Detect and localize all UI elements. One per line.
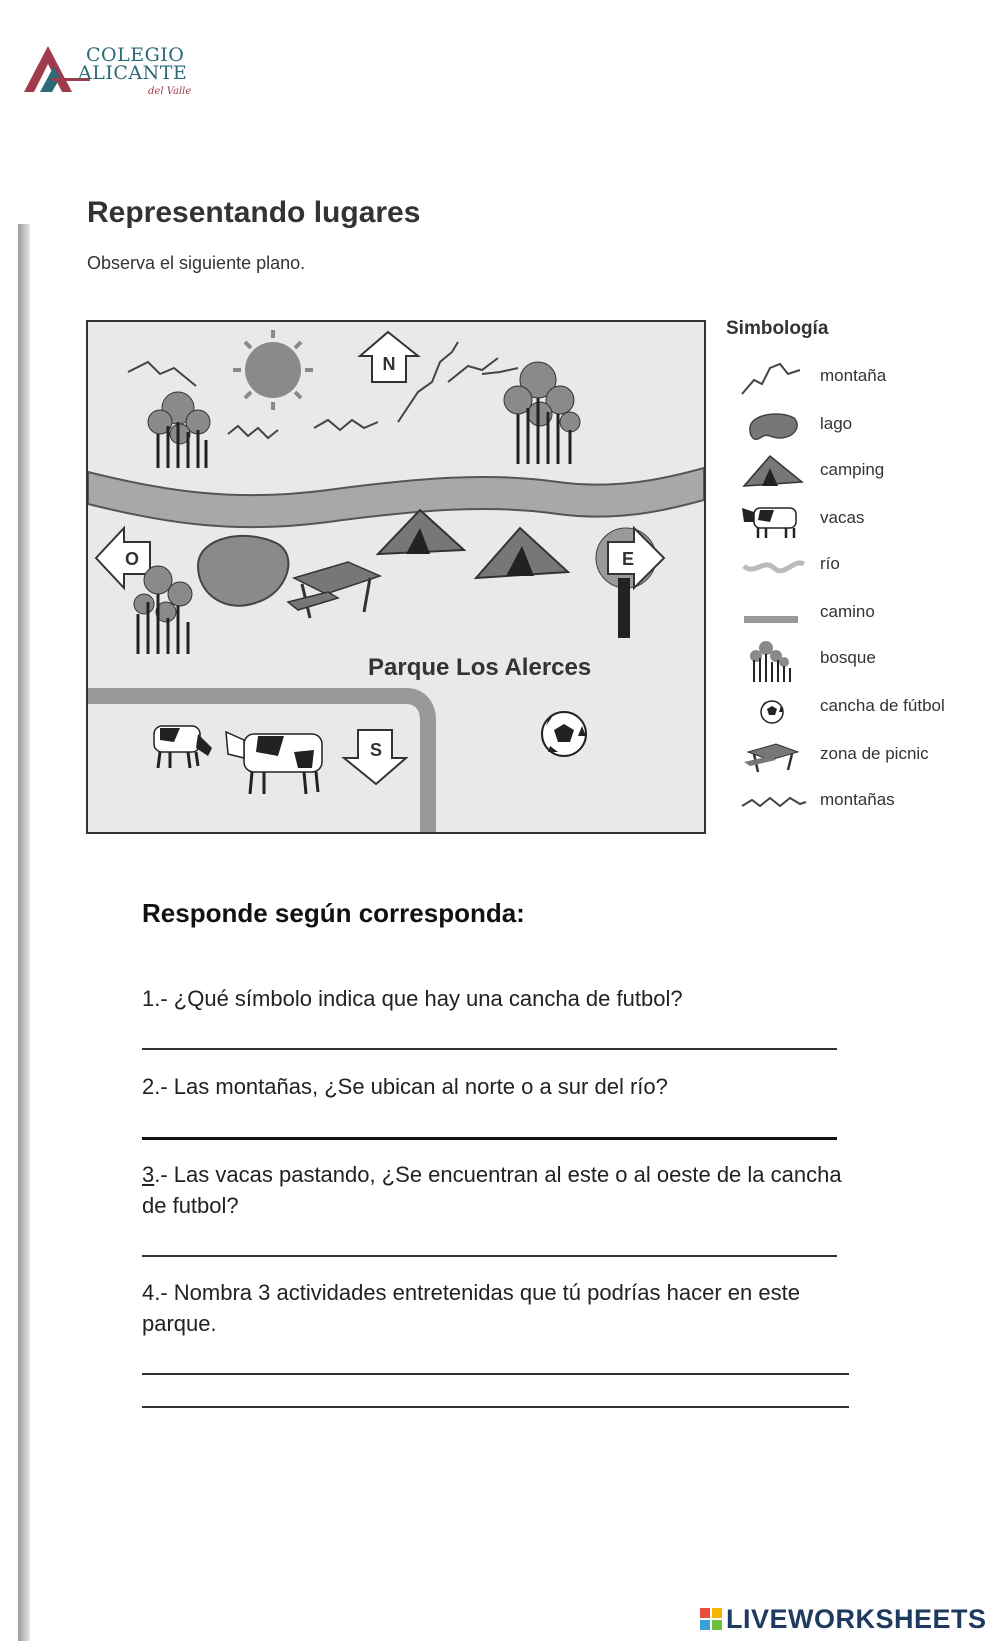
legend-label: montañas bbox=[820, 790, 895, 809]
legend-item-montana bbox=[740, 358, 995, 398]
tent-icon bbox=[476, 528, 568, 578]
legend-item-camping bbox=[740, 452, 995, 492]
svg-text:E: E bbox=[621, 549, 635, 569]
forest-icon bbox=[148, 392, 210, 468]
legend-label: cancha de fútbol bbox=[820, 696, 945, 715]
road-icon bbox=[740, 594, 810, 634]
question-3 bbox=[142, 1159, 862, 1221]
answer-line-4a[interactable] bbox=[142, 1373, 849, 1375]
soccer-ball-icon bbox=[740, 688, 810, 728]
legend-label: lago bbox=[820, 414, 853, 433]
forest-icon bbox=[134, 566, 192, 654]
worksheet-subtitle: Observa el siguiente plano. bbox=[87, 253, 306, 273]
logo-line-alicante: ALICANTE bbox=[78, 62, 188, 84]
lake-icon bbox=[740, 406, 810, 446]
legend-item-vacas bbox=[740, 500, 995, 540]
legend-label: camping bbox=[820, 460, 885, 479]
mountain-icon bbox=[740, 358, 810, 398]
legend-item-picnic bbox=[740, 736, 995, 776]
north-arrow-icon bbox=[360, 332, 418, 382]
picnic-table-icon bbox=[740, 736, 810, 776]
forest-icon bbox=[504, 362, 580, 464]
legend-label: río bbox=[820, 554, 840, 573]
left-margin-bar bbox=[18, 224, 30, 1641]
park-map bbox=[86, 320, 706, 834]
legend-label: camino bbox=[820, 602, 875, 621]
answer-line-4b[interactable] bbox=[142, 1406, 849, 1408]
east-arrow-icon bbox=[596, 528, 664, 638]
legend-label: montaña bbox=[820, 366, 887, 385]
sun-icon bbox=[233, 330, 313, 410]
school-logo bbox=[22, 42, 212, 104]
legend-item-camino bbox=[740, 594, 995, 634]
cow-icon bbox=[740, 500, 810, 540]
river-icon bbox=[88, 468, 704, 527]
legend-title: Simbología bbox=[726, 318, 829, 339]
legend-label: bosque bbox=[820, 648, 876, 667]
legend-item-lago bbox=[740, 406, 995, 446]
south-arrow-icon bbox=[344, 730, 406, 784]
question-3-text: .- Las vacas pastando, ¿Se encuentran al este o al oeste de la cancha de futbol? bbox=[142, 1162, 842, 1218]
legend-item-cancha bbox=[740, 688, 995, 728]
soccer-ball-icon bbox=[542, 712, 586, 756]
mountains-icon bbox=[740, 782, 810, 822]
cow-icon bbox=[226, 732, 322, 794]
forest-icon bbox=[740, 640, 810, 684]
park-name: Parque Los Alerces bbox=[368, 654, 592, 681]
worksheet-title: Representando lugares bbox=[87, 196, 421, 229]
map-illustration bbox=[88, 322, 704, 832]
answer-line-1[interactable] bbox=[142, 1048, 837, 1050]
liveworksheets-logo-icon bbox=[700, 1608, 722, 1630]
legend-item-bosque bbox=[740, 640, 995, 680]
legend-item-montanas bbox=[740, 782, 995, 822]
answer-line-2[interactable] bbox=[142, 1137, 837, 1140]
river-icon bbox=[740, 546, 810, 586]
question-3-number: 3 bbox=[142, 1162, 155, 1187]
lake-icon bbox=[198, 536, 288, 606]
picnic-table-icon bbox=[288, 562, 380, 618]
west-arrow-icon bbox=[96, 528, 150, 588]
tent-icon bbox=[740, 452, 810, 492]
svg-text:O: O bbox=[124, 549, 140, 569]
legend-label: vacas bbox=[820, 508, 865, 527]
svg-text:N: N bbox=[382, 354, 396, 374]
questions-heading: Responde según corresponda: bbox=[142, 898, 525, 928]
question-4: 4.- Nombra 3 actividades entretenidas que tú podrías hacer en este parque. bbox=[142, 1280, 800, 1336]
tent-icon bbox=[378, 510, 464, 554]
svg-text:S: S bbox=[369, 740, 383, 760]
question-1: 1.- ¿Qué símbolo indica que hay una cancha de futbol? bbox=[142, 986, 683, 1011]
answer-line-3[interactable] bbox=[142, 1255, 837, 1257]
question-2: 2.- Las montañas, ¿Se ubican al norte o a sur del río? bbox=[142, 1074, 668, 1099]
logo-line-colegio: COLEGIO bbox=[86, 44, 185, 66]
liveworksheets-brand[interactable]: LIVEWORKSHEETS bbox=[726, 1604, 987, 1634]
logo-line-del-valle: del Valle bbox=[148, 86, 192, 97]
legend-label: zona de picnic bbox=[820, 744, 929, 763]
legend-item-rio bbox=[740, 546, 995, 586]
cow-icon bbox=[154, 726, 212, 768]
